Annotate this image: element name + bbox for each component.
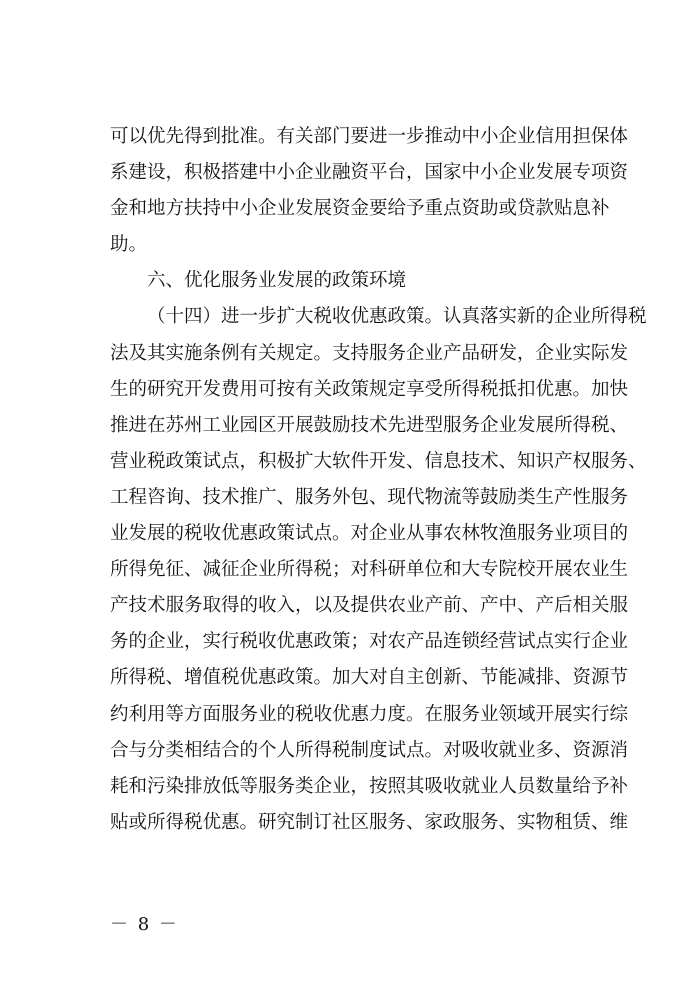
- text-line: 助。: [110, 234, 148, 256]
- text-line: 贴或所得税优惠。研究制订社区服务、家政服务、实物租赁、维: [110, 811, 629, 833]
- text-line: 所得免征、减征企业所得税；对科研单位和大专院校开展农业生: [110, 559, 629, 581]
- text-line: 可以优先得到批准。有关部门要进一步推动中小企业信用担保体: [110, 126, 629, 147]
- text-line: 产技术服务取得的收入，以及提供农业产前、产中、产后相关服: [110, 595, 629, 617]
- text-line: （十四）进一步扩大税收优惠政策。认真落实新的企业所得税: [147, 306, 647, 328]
- text-line: 约利用等方面服务业的税收优惠力度。在服务业领域开展实行综: [110, 703, 629, 725]
- text-line: 系建设，积极搭建中小企业融资平台，国家中小企业发展专项资: [110, 162, 629, 184]
- text-line: 生的研究开发费用可按有关政策规定享受所得税抵扣优惠。加快: [110, 378, 629, 400]
- text-line: 耗和污染排放低等服务类企业，按照其吸收就业人员数量给予补: [110, 775, 629, 797]
- text-line: 法及其实施条例有关规定。支持服务企业产品研发，企业实际发: [110, 342, 629, 364]
- text-line: 金和地方扶持中小企业发展资金要给予重点资助或贷款贴息补: [110, 198, 610, 220]
- section-heading: 六、优化服务业发展的政策环境: [147, 270, 407, 292]
- body-text: [110, 119, 647, 841]
- text-line: 所得税、增值税优惠政策。加大对自主创新、节能减排、资源节: [110, 667, 629, 689]
- text-line: 工程咨询、技术推广、服务外包、现代物流等鼓励类生产性服务: [110, 486, 629, 508]
- text-line: 业发展的税收优惠政策试点。对企业从事农林牧渔服务业项目的: [110, 523, 629, 545]
- text-line: 合与分类相结合的个人所得税制度试点。对吸收就业多、资源消: [110, 739, 629, 761]
- text-line: 推进在苏州工业园区开展鼓励技术先进型服务企业发展所得税、: [110, 414, 629, 436]
- text-line: 营业税政策试点，积极扩大软件开发、信息技术、知识产权服务、: [110, 450, 647, 472]
- page-number: － 8 －: [110, 914, 179, 935]
- text-line: 务的企业，实行税收优惠政策；对农产品连锁经营试点实行企业: [110, 631, 629, 653]
